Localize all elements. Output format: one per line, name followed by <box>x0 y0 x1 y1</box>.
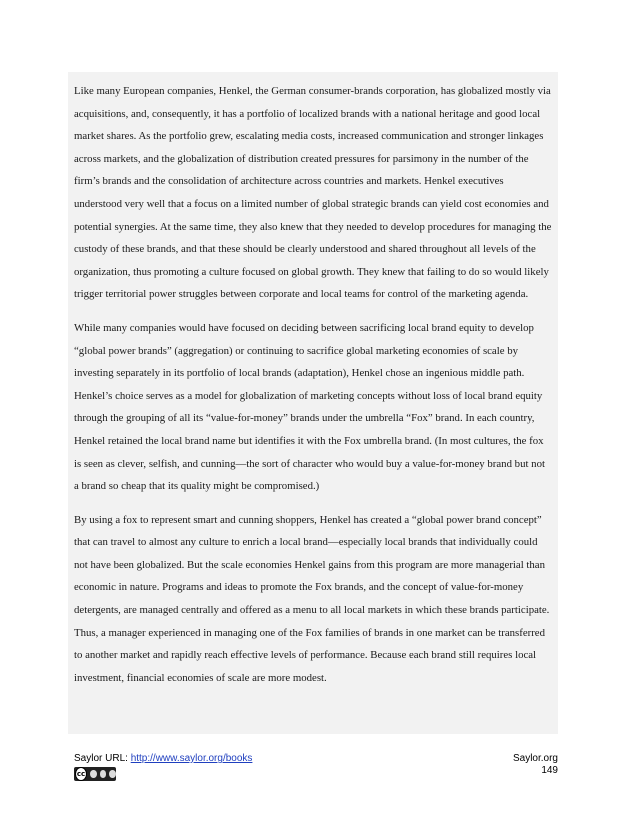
paragraph-3: By using a fox to represent smart and cunning shoppers, Henkel has created a “global power brand concept” that can travel to almost any culture to enrich a local brand—especially local brands that individually could not have been globalized. But the scale economies Henkel gains from this program are more managerial than economic in nature. Programs and ideas to promote the Fox brands, and the concept of value-for-money detergents, are managed centrally and offered as a menu to all local markets in which these brands participate. Thus, a manager experienced in managing one of the Fox families of brands in one market can be transferred to another market and rapidly reach effective levels of performance. Because each brand still requires local investment, financial economies of scale are more modest. <box>74 513 550 684</box>
paragraph-1: Like many European companies, Henkel, the German consumer-brands corporation, has globalized mostly via acquisitions, and, consequently, it has a portfolio of localized brands with a national heritage and good local market shares. As the portfolio grew, escalating media costs, increased communication and stronger linkages across markets, and the globalization of distribution created pressures for parsimony in the number of the firm’s brands and the consolidation of architecture across countries and markets. Henkel executives understood very well that a focus on a limited number of global strategic brands can yield cost economies and potential synergies. At the same time, they also knew that they needed to develop procedures for managing the custody of these brands, and that these should be clearly understood and shared throughout all levels of the organization, thus promoting a culture focused on global growth. They knew that failing to do so would likely trigger territorial power struggles between corporate and local teams for control of the marketing agenda. <box>74 85 552 301</box>
footer-right <box>513 753 558 777</box>
text-panel <box>68 72 558 734</box>
footer-url-link[interactable]: http://www.saylor.org/books <box>130 753 253 764</box>
paragraph-2: While many companies would have focused on deciding between sacrificing local brand equity to develop “global power brands” (aggregation) or continuing to sacrifice global marketing economies of scale by investing separately in its portfolio of local brands (adaptation), Henkel chose an ingenious middle path. Henkel’s choice serves as a model for globalization of marketing concepts without loss of local brand equity through the grouping of all its “value-for-money” brands under the umbrella “Fox” brand. In each country, Henkel retained the local brand name but identifies it with the Fox umbrella brand. (In most cultures, the fox is seen as clever, selfish, and cunning—the sort of character who would buy a value-for-money brand but not a brand so cheap that its quality might be compromised.) <box>74 321 545 493</box>
footer-url-label: Saylor URL: <box>74 753 131 764</box>
footer-url-line <box>74 753 252 764</box>
footer-site: Saylor.org <box>512 753 558 764</box>
cc-by-nc-sa-icon: cc <box>74 767 116 781</box>
page-number: 149 <box>541 765 558 776</box>
